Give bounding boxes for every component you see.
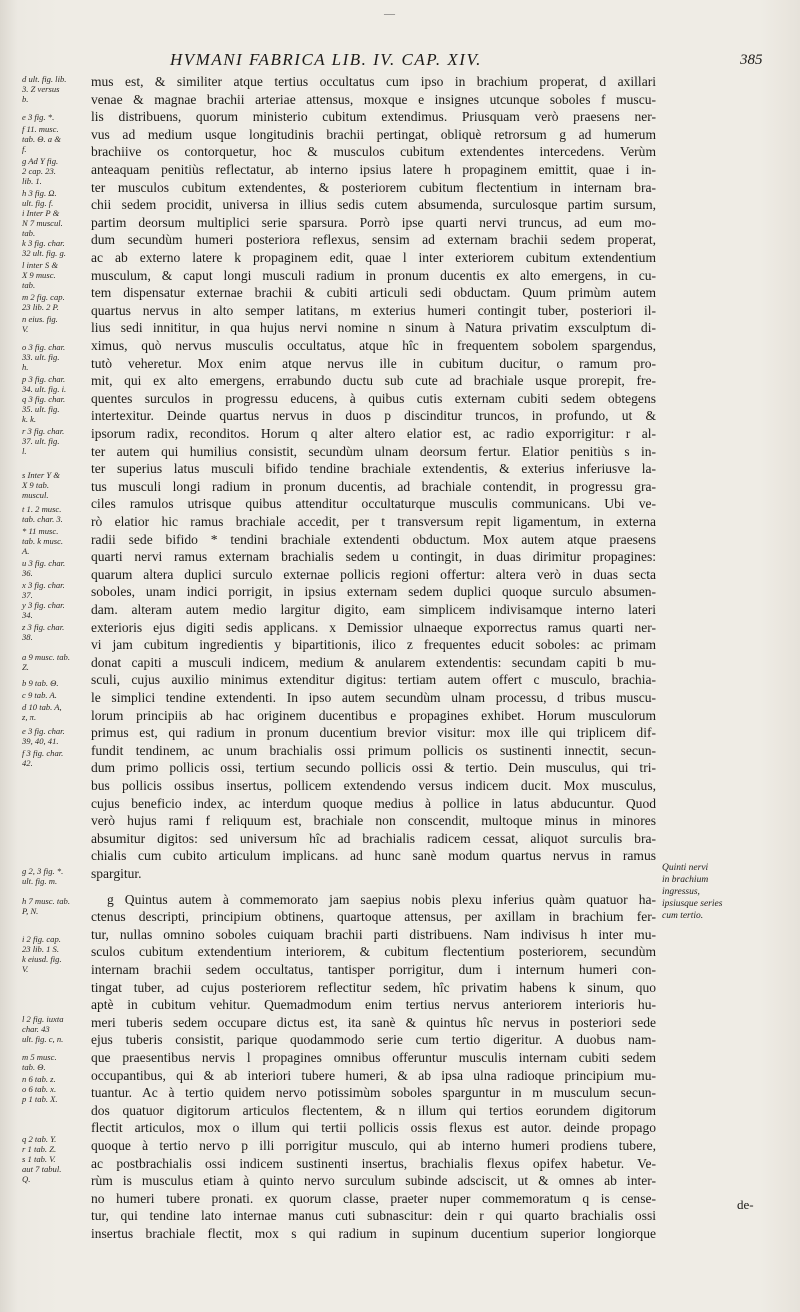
text-line: ximus, quò nervus musculis occultatus, atque hîc in frequentem sobolem spargendus, — [91, 338, 656, 353]
margin-note: f 11. musc. tab. Θ. a & f. — [22, 124, 61, 154]
text-line: exterioris ejus digiti sedis applicans. x Demissior ulnaeque exporrectus ramus quarti ner- — [91, 619, 656, 635]
text-line: tutò veheretur. Mox enim atque nervus ille in cubitum ducitur, o ramum pro- — [91, 355, 656, 371]
text-line: verò hujus rami f reliquum est, brachiale non conscendit, multoque minus in minores — [91, 813, 656, 829]
margin-note: l 2 fig. iuxta char. 43 ult. fig. c, n. — [22, 1014, 64, 1044]
text-line: quarti nervi ramus externam brachialis sedem u contingit, in duas dirimitur propagines: — [91, 549, 656, 565]
margin-note: z 3 fig. char. 38. — [22, 622, 65, 642]
text-line: tuantur. Ac à tertio quidem nervo potissimùm soboles sparguntur in m musculum secun- — [91, 1085, 656, 1101]
text-line: fundit tendinem, ac unum brachialis ossi primum pollicis os sustinenti innectit, secun- — [91, 742, 656, 758]
text-line: primus est, qui radium in pronum ducentium brevior visitur: mox ille qui triplicem dif- — [91, 725, 656, 741]
margin-note: * 11 musc. tab. k musc. A. — [22, 526, 64, 556]
margin-note: t 1. 2 musc. tab. char. 3. — [22, 504, 63, 524]
top-mark: — — [384, 8, 395, 20]
margin-note: y 3 fig. char. 34. — [22, 600, 65, 620]
text-line: insertus brachiale flectit, mox s qui radium in supinum ducentium superior longiorque — [91, 1226, 656, 1241]
margin-note: x 3 fig. char. 37. — [22, 580, 65, 600]
text-line: sculi, cujus auxilio minimus extenditur digitus: tertiam autem offert c musculo, brachia- — [91, 672, 656, 688]
text-line: radii sede bifido * tendini brachiale extendenti obductum. Mox autem atque praesens — [91, 531, 656, 547]
right-margin-note: Quinti nervi in brachium ingressus, ipsiusque series cum tertio. — [662, 863, 723, 921]
catchword: de- — [737, 1197, 754, 1212]
text-line: mit, qui ex alto emergens, errabundo ductu sub cute ad brachiale usque prorepit, fre- — [91, 373, 656, 389]
text-line: bus pollicis ossibus insertus, pollicem extendendo versus indicem ducit. Mox musculus, — [91, 778, 656, 793]
text-line: venae & magnae brachii arteriae attensus, moxque e insignes utcunque soboles f muscu- — [91, 91, 656, 107]
text-line: occupantibus, qui & ab interiori tubere humeri, & ab ipsa ulna radioque principium mu- — [91, 1067, 656, 1083]
text-line: dam. alteram autem medio largitur digito, eam simplicem indivisamque interno lateri — [91, 602, 656, 617]
margin-note: m 5 musc. tab. Θ. — [22, 1052, 57, 1072]
text-line: mus est, & similiter atque tertius occultatus cum ipso in brachium properat, d axillari — [91, 74, 656, 89]
text-line: quarum altera duplici surculo externae pollicis regioni offertur: altera verò in duas secta — [91, 566, 656, 582]
text-line: ter autem qui humilius consistit, secundùm ulnam deorsum fertur. Elatior penitiùs s in- — [91, 443, 656, 459]
text-line: no humeri tubere pronati. ex quorum classe, praeter nuper commemoratum q is cense- — [91, 1190, 656, 1206]
text-line: flectit articulos, mox o illum qui tertii pollicis ossis flexus est autor. deinde propago — [91, 1120, 656, 1136]
margin-note: o 3 fig. char. 33. ult. fig. h. — [22, 342, 66, 372]
text-line: ter musculos cubitum extendentes, & posteriorem cubitum flectentium in internam bra- — [91, 179, 656, 195]
margin-note: i 2 fig. cap. 23 lib. 1 S. k eiusd. fig. V. — [22, 934, 62, 974]
margin-note: c 9 tab. A. — [22, 690, 57, 700]
text-line: lorum principiis ab hac originem ducentibus e propagines exhibet. Horum musculorum — [91, 707, 656, 723]
text-line: intertexitur. Deinde quartus nervus in duos p discinditur truncos, in profundo, ut & — [91, 408, 656, 424]
text-line: rùm is musculus etiam à quinto nervo surculum subinde adsciscit, ut & omnes ab inter- — [91, 1173, 656, 1189]
text-line: vus ad medium usque longitudinis brachii pertingat, obliquè retrorsum g ad humerum — [91, 126, 656, 142]
text-line: soboles, unam indici porrigit, in ipsius externam sedem duplici quoque surculo absumen- — [91, 584, 656, 600]
text-line: anteaquam penitiùs reflectatur, ab interno ipsius latere h propaginem emittit, quae i in- — [91, 162, 656, 177]
text-line: rò elatior hic ramus brachiale accedit, per t transversum repit ligamentum, in externa — [91, 514, 656, 529]
page-number: 385 — [740, 52, 763, 68]
text-line: chialis cum cubito articulum implicans. ad hunc sanè modum quartus nervus in ramus — [91, 848, 656, 864]
margin-note: b 9 tab. Θ. — [22, 678, 59, 688]
margin-note: d 10 tab. A, z, π. — [22, 702, 62, 722]
margin-note: q 3 fig. char. 35. ult. fig. k. k. — [22, 394, 66, 424]
text-line: ter superius latus musculi bifido tendine brachiale extendentis, & exterius inferiusve la- — [91, 461, 656, 477]
text-line: quoque à tertio nervo p illi porrigitur musculo, qui ab interno humeri prodiens tubere, — [91, 1138, 656, 1153]
margin-note: i Inter P & N 7 muscul. tab. — [22, 208, 63, 238]
margin-note: h 7 musc. tab. P, N. — [22, 896, 70, 916]
text-line: chii sedem procidit, universa in illius sedis cutem absumenda, surculosque partim sursum, — [91, 197, 656, 213]
margin-note: r 3 fig. char. 37. ult. fig. l. — [22, 426, 65, 456]
running-header: HVMANI FABRICA LIB. IV. CAP. XIV. — [170, 50, 482, 69]
text-line: lius sedi innititur, in qua hujus nervi nomine n sinum à Natura privatim exsculptum di- — [91, 320, 656, 336]
text-line: brachiive os contorquetur, hoc & musculos cubitum extendentes intercedens. Verùm — [91, 144, 656, 160]
text-line: absumitur digitos: sed universum hîc ad brachialis radicem cessat, aliquot surculis bra- — [91, 830, 656, 846]
text-line: aptè in cubitum vehitur. Quemadmodum enim tertius nervus anteriorem interioris hu- — [91, 997, 656, 1013]
margin-note: n eius. fig. V. — [22, 314, 58, 334]
text-line: g Quintus autem à commemorato jam saepius nobis plexu inferius quàm quatuor ha- — [107, 891, 656, 907]
text-line: ctenus descripti, principium obtinens, quartoque attensus, per axillam in brachium fer- — [91, 909, 656, 925]
text-line: quentes surculos in progressu educens, à quibus cutis externam cubiti sedem obtegens — [91, 390, 656, 406]
margin-note: d ult. fig. lib. 3. Z versus b. — [22, 74, 67, 104]
margin-note: a 9 musc. tab. Z. — [22, 652, 70, 672]
text-line: musculum, & caput longi musculi radium in pronum ducentis ex alto emergens, in cu- — [91, 267, 656, 283]
margin-note: s Inter Y & X 9 tab. muscul. — [22, 470, 60, 500]
text-line: que praesentibus nervis l propagines omnibus offeruntur musculis internam cubiti sedem — [91, 1050, 656, 1065]
text-line: lis distribuens, quorum ministerio cubitum extendimus. Priusquam verò praesens ner- — [91, 109, 656, 125]
margin-note: f 3 fig. char. 42. — [22, 748, 64, 768]
text-line: vi jam cubitum ingredientis y bipartitionis, ilico z frequentes educit soboles: ac primam — [91, 637, 656, 653]
text-line: cujus beneficio index, ac interdum quoque medius à pollice in latus abducuntur. Quod — [91, 795, 656, 811]
margin-note: e 3 fig. *. — [22, 112, 55, 122]
text-line: meri tuberis sedem occupare dictus est, ita sanè & quintus hîc nervus in posteriori sede — [91, 1014, 656, 1030]
text-line: tingat tuber, ad cujus posteriorem reflectitur sedem, hîc privatim habens k sinum, quo — [91, 979, 656, 995]
text-line: le simplici tendine extendenti. In ipso autem secundùm ulnam processu, d tribus muscu- — [91, 690, 656, 705]
text-line: dos quatuor digitorum articulos flectentem, & n illum qui tertios eorundem digitorum — [91, 1102, 656, 1118]
text-line: tur, nullas omnino soboles cuiquam brachii parti distribuens. Nam indivisus h inter mu- — [91, 926, 656, 942]
margin-note: e 3 fig. char. 39, 40, 41. — [22, 726, 65, 746]
text-line: ac ab externo latere k propaginem edit, quae l inter exteriorem cubitum extendentium — [91, 250, 656, 265]
margin-note: p 3 fig. char. 34. ult. fig. i. — [22, 374, 67, 394]
text-line: ipsorum radix, reconditos. Horum q alter altero elatior est, ac radio exporrigitur: r al- — [91, 426, 656, 441]
text-line: tus musculi longi radium in pronum ducentis, ad brachiale contendit, in progressu gra- — [91, 478, 656, 494]
text-line: sculos cubitum extendentium interiorem, & cubitum flectentium posteriorem, secundùm — [91, 944, 656, 960]
margin-note: q 2 tab. Y. r 1 tab. Z. s 1 tab. V. aut 7 tabul. Q. — [22, 1134, 62, 1184]
margin-note: g 2, 3 fig. *. ult. fig. m. — [22, 866, 64, 886]
text-line: internam brachii sedem occultatus, tantisper porrigitur, dum i internum humeri con- — [91, 962, 656, 977]
text-line: quartus nervus in alto semper latitans, m exterius humeri contingit tuber, posteriori il- — [91, 302, 656, 318]
margin-note: l inter S & X 9 musc. tab. — [22, 260, 59, 290]
margin-note: u 3 fig. char. 36. — [22, 558, 66, 578]
margin-note: h 3 fig. Ω. ult. fig. f. — [22, 188, 57, 208]
text-line: donat capiti a musculi indicem, medium & anularem extendentis: secundam capiti b mu- — [91, 654, 656, 670]
margin-note: m 2 fig. cap. 23 lib. 2 P. — [22, 292, 65, 312]
margin-note: g Ad Y fig. 2 cap. 23. lib. 1. — [22, 156, 59, 186]
text-line: dum secundùm humeri posteriora reflexus, sensim ad externam brachii sedem properat, — [91, 232, 656, 248]
margin-note: n 6 tab. z. o 6 tab. x. p 1 tab. X. — [22, 1074, 58, 1104]
text-line: dum primo pollicis ossi, tertium secundo pollicis ossi & tertio. Dein musculus, qui tri- — [91, 760, 656, 776]
text-line: partim deorsum multiplici serie sparsura. Porrò ipse quarti nervi truncus, ad eum mo- — [91, 214, 656, 230]
text-line: tem dispensatur externae brachii & cubiti articuli sedi obductam. Quum primùm autem — [91, 285, 656, 301]
text-line: tur, qui tendine lato internae manus cuti subnascitur: dein r qui quarto brachialis ossi — [91, 1208, 656, 1224]
text-line: ciles ramulos utrisque quibus attenditur occultaturque musculis communicans. Ubi ve- — [91, 496, 656, 512]
margin-note: k 3 fig. char. 32 ult. fig. g. — [22, 238, 66, 258]
text-line: spargitur. — [91, 866, 142, 881]
text-line: ejus tuberis consistit, parique quodammodo serie cum tertio digeritur. A duobus nam- — [91, 1032, 656, 1048]
text-line: ac postbrachialis ossi indicem sustinenti insertus, brachialis flexus opifex habetur. Ve- — [91, 1155, 656, 1171]
